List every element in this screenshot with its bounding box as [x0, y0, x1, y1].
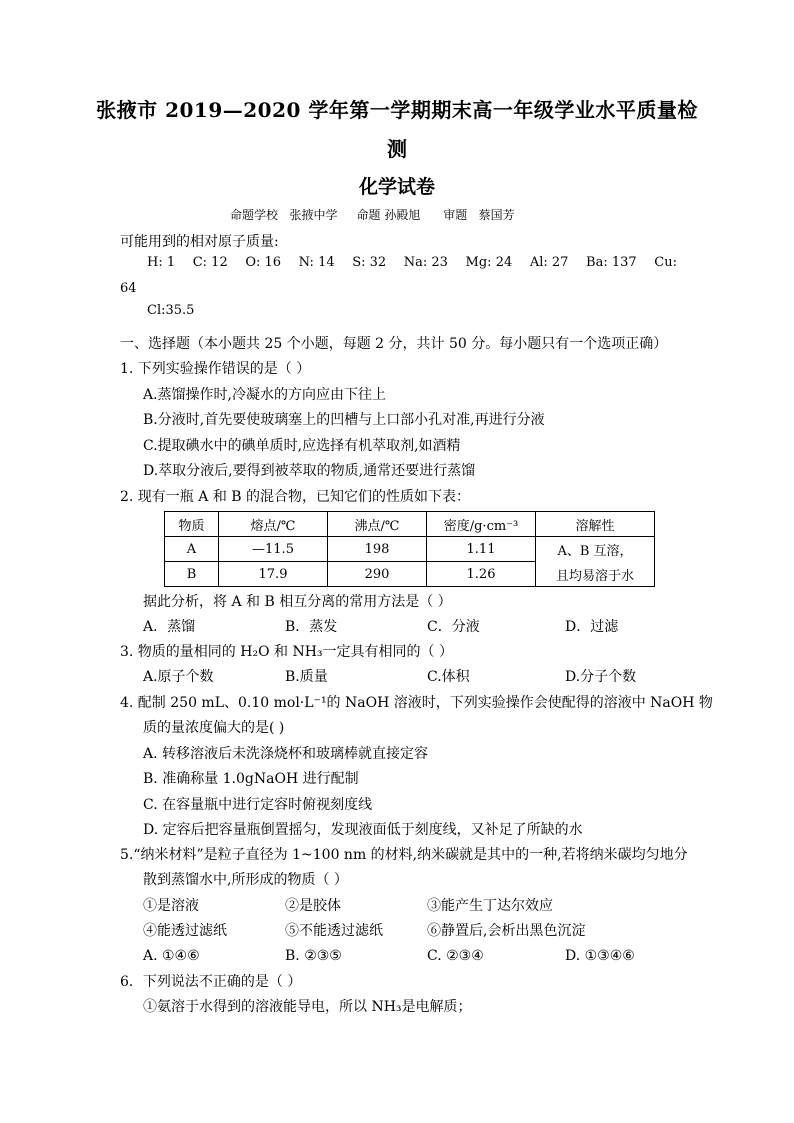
- question-5-option-d: D. ①③④⑥: [565, 948, 635, 964]
- question-4-stem-line1: 4. 配制 250 mL、0.10 mol·L⁻¹的 NaOH 溶液时，下列实验操作会使配得的溶液中 NaOH 物: [120, 695, 713, 711]
- section-heading: 一、选择题（本小题共 25 个小题，每题 2 分，共计 50 分。每小题只有一个选项正确）: [120, 336, 668, 352]
- table-header-cell: 密度/g·cm⁻³: [427, 512, 536, 537]
- table-cell: 1.26: [427, 562, 536, 587]
- atomic-mass-item: Ba: 137: [586, 255, 637, 270]
- atomic-mass-item: S: 32: [352, 255, 387, 270]
- table-header-cell: 熔点/℃: [219, 512, 328, 537]
- question-5-option-c: C. ②③④: [427, 948, 484, 964]
- question-5-statement: ①是溶液: [143, 898, 199, 914]
- table-cell: —11.5: [219, 537, 328, 562]
- table-header-cell: 溶解性: [536, 512, 655, 537]
- question-4-option-b: B. 准确称量 1.0gNaOH 进行配制: [143, 771, 359, 787]
- question-2-stem: 2. 现有一瓶 A 和 B 的混合物，已知它们的性质如下表：: [120, 489, 471, 505]
- question-3-option-b: B.质量: [285, 669, 328, 685]
- question-3-option-a: A.原子个数: [143, 669, 214, 685]
- table-cell: 17.9: [219, 562, 328, 587]
- question-2-followup: 据此分析，将 A 和 B 相互分离的常用方法是（ ）: [143, 594, 452, 610]
- table-cell: B: [165, 562, 219, 587]
- question-6-statement-1: ①氨溶于水得到的溶液能导电，所以 NH₃是电解质；: [143, 999, 472, 1015]
- atomic-mass-item: Al: 27: [529, 255, 569, 270]
- question-5-option-b: B. ②③⑤: [285, 948, 342, 964]
- atomic-mass-item: Na: 23: [403, 255, 448, 270]
- question-4-option-d: D. 定容后把容量瓶倒置摇匀，发现液面低于刻度线，又补足了所缺的水: [143, 822, 583, 838]
- table-header-cell: 沸点/℃: [328, 512, 427, 537]
- question-1-option-d: D.萃取分液后,要得到被萃取的物质,通常还要进行蒸馏: [143, 463, 476, 479]
- atomic-mass-item: O: 16: [245, 255, 282, 270]
- atomic-mass-item: N: 14: [298, 255, 335, 270]
- atomic-mass-item: H: 1: [147, 255, 176, 270]
- question-1-stem: 1. 下列实验操作错误的是（ ）: [120, 361, 311, 377]
- question-1-option-a: A.蒸馏操作时,冷凝水的方向应由下往上: [143, 387, 387, 403]
- question-5-stem-line1: 5.“纳米材料”是粒子直径为 1~100 nm 的材料,纳米碳就是其中的一种,若将纳米碳均匀地分: [120, 847, 688, 863]
- table-cell: A: [165, 537, 219, 562]
- atomic-mass-item: C: 12: [192, 255, 228, 270]
- question-3-option-c: C.体积: [427, 669, 470, 685]
- solubility-line2: 且均易溶于水: [555, 568, 634, 584]
- question-6-stem: 6．下列说法不正确的是（ ）: [120, 974, 302, 990]
- question-2-option-c: C．分液: [427, 619, 480, 635]
- exam-title-line1: 张掖市 2019—2020 学年第一学期期末高一年级学业水平质量检: [96, 98, 698, 122]
- question-4-stem-line2: 质的量浓度偏大的是( ): [143, 720, 285, 736]
- question-2-option-b: B．蒸发: [285, 619, 338, 635]
- atomic-mass-cl: Cl:35.5: [147, 303, 195, 318]
- table-cell-solubility: [536, 537, 655, 587]
- author-credits: 命题学校 张掖中学 命题 孙殿旭 审题 蔡国芳: [230, 208, 515, 222]
- table-cell: 1.11: [427, 537, 536, 562]
- question-4-option-c: C. 在容量瓶中进行定容时俯视刻度线: [143, 797, 373, 813]
- table-header-cell: 物质: [165, 512, 219, 537]
- properties-table: [164, 511, 655, 587]
- table-cell: 198: [328, 537, 427, 562]
- solubility-line1: A、B 互溶，: [557, 543, 633, 559]
- question-5-statement: ⑤不能透过滤纸: [285, 923, 383, 939]
- table-header-row: [165, 512, 655, 537]
- table-cell: 290: [328, 562, 427, 587]
- question-5-statement: ④能透过滤纸: [143, 923, 227, 939]
- exam-title-line2: 测: [387, 137, 407, 161]
- question-4-option-a: A. 转移溶液后未洗涤烧杯和玻璃棒就直接定容: [143, 746, 429, 762]
- question-2-option-d: D．过滤: [565, 619, 619, 635]
- table-row: [165, 537, 655, 562]
- question-5-stem-line2: 散到蒸馏水中,所形成的物质（ ）: [143, 872, 348, 888]
- atomic-mass-item: Mg: 24: [465, 255, 513, 270]
- question-1-option-c: C.提取碘水中的碘单质时,应选择有机萃取剂,如酒精: [143, 438, 461, 454]
- question-2-option-a: A．蒸馏: [143, 619, 196, 635]
- question-5-statement: ②是胶体: [285, 898, 341, 914]
- question-3-stem: 3. 物质的量相同的 H₂O 和 NH₃一定具有相同的（ ）: [120, 644, 453, 660]
- question-5-statement: ③能产生丁达尔效应: [427, 898, 553, 914]
- question-5-statement: ⑥静置后,会析出黑色沉淀: [427, 923, 586, 939]
- atomic-mass-heading: 可能用到的相对原子质量:: [120, 234, 279, 250]
- atomic-mass-list: [147, 255, 677, 270]
- atomic-mass-item: Cu:: [654, 255, 677, 270]
- question-3-option-d: D.分子个数: [565, 669, 637, 685]
- atomic-mass-wrap: 64: [120, 281, 137, 296]
- exam-subject-title: 化学试卷: [358, 176, 435, 198]
- question-5-option-a: A. ①④⑥: [143, 948, 200, 964]
- question-1-option-b: B.分液时,首先要使玻璃塞上的凹槽与上口部小孔对准,再进行分液: [143, 412, 545, 428]
